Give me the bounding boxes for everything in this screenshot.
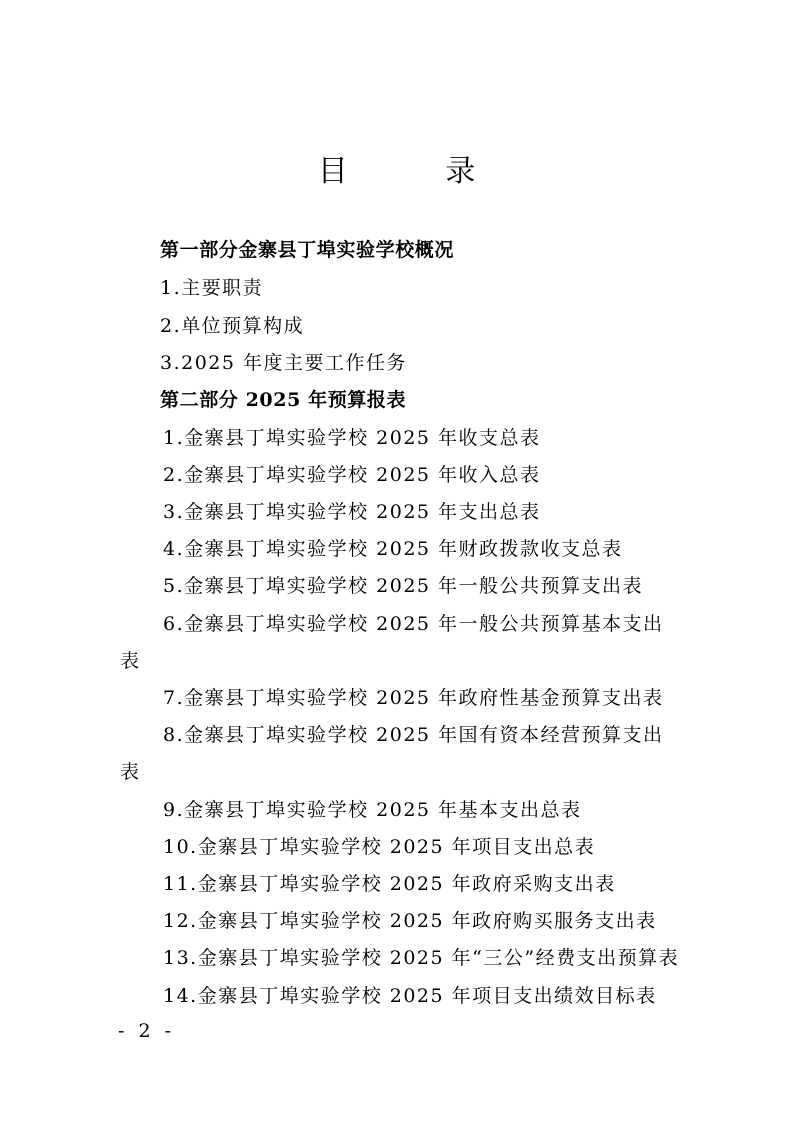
toc-item: 10.金寨县丁埠实验学校 2025 年项目支出总表 bbox=[163, 836, 596, 858]
page-title: 目 录 bbox=[317, 154, 520, 189]
toc-item: 12.金寨县丁埠实验学校 2025 年政府购买服务支出表 bbox=[163, 910, 657, 932]
page-number: - 2 - bbox=[118, 1020, 176, 1042]
toc-item: 8.金寨县丁埠实验学校 2025 年国有资本经营预算支出 bbox=[163, 724, 664, 746]
part1-item: 2.单位预算构成 bbox=[160, 315, 305, 337]
toc-item: 9.金寨县丁埠实验学校 2025 年基本支出总表 bbox=[163, 799, 582, 821]
toc-item: 6.金寨县丁埠实验学校 2025 年一般公共预算基本支出 bbox=[163, 613, 664, 635]
part1-heading: 第一部分金寨县丁埠实验学校概况 bbox=[160, 239, 455, 261]
part1-item: 1.主要职责 bbox=[160, 277, 264, 299]
toc-item-continuation: 表 bbox=[120, 650, 141, 672]
toc-item: 1.金寨县丁埠实验学校 2025 年收支总表 bbox=[163, 427, 541, 449]
part2-heading: 第二部分 2025 年预算报表 bbox=[160, 389, 407, 411]
toc-item: 3.金寨县丁埠实验学校 2025 年支出总表 bbox=[163, 501, 541, 523]
part1-item: 3.2025 年度主要工作任务 bbox=[160, 352, 408, 374]
toc-item: 4.金寨县丁埠实验学校 2025 年财政拨款收支总表 bbox=[163, 538, 623, 560]
toc-item: 14.金寨县丁埠实验学校 2025 年项目支出绩效目标表 bbox=[163, 985, 657, 1007]
toc-item: 5.金寨县丁埠实验学校 2025 年一般公共预算支出表 bbox=[163, 575, 644, 597]
toc-item: 7.金寨县丁埠实验学校 2025 年政府性基金预算支出表 bbox=[163, 687, 664, 709]
toc-item: 13.金寨县丁埠实验学校 2025 年“三公”经费支出预算表 bbox=[163, 947, 680, 969]
toc-item: 2.金寨县丁埠实验学校 2025 年收入总表 bbox=[163, 464, 541, 486]
toc-item-continuation: 表 bbox=[120, 761, 141, 783]
toc-item: 11.金寨县丁埠实验学校 2025 年政府采购支出表 bbox=[163, 873, 616, 895]
